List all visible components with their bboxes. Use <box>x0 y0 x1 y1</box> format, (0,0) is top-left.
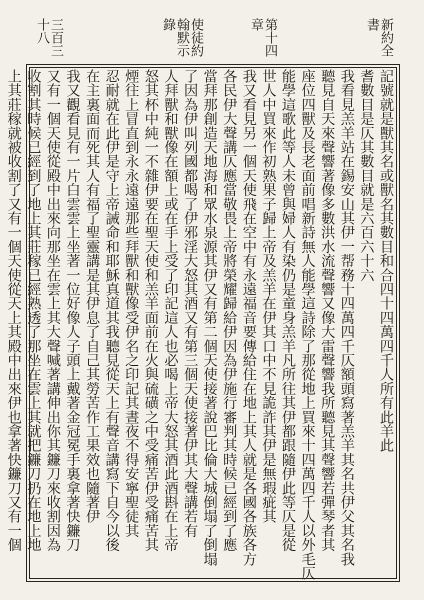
text-column: 聽見自天來聲響著像多數洪水流聲響又像大雷聲響我所聽見其聲響若彈琴者其 <box>319 69 336 552</box>
text-column: 又有一個天使從殿中出來向那坐在雲上其大聲喊著講伸出你其鐮刀來收割因為 <box>44 69 61 552</box>
text-column: 我看見羔羊站在錫安山其伊一帮務十四萬四千仄額頭寫著羔羊其名共伊父其名我 <box>338 69 355 566</box>
text-column: 世人中買來作初熟果子歸上帝及羔羊在伊其口中不見詭詐其伊是無瑕疵其 <box>260 69 277 524</box>
text-frame <box>5 64 400 582</box>
section-title: 使徒約翰默示錄 <box>160 18 203 57</box>
text-column: 能學這歌此等人未曾與婦人有染仍是童身羔羊凡所往其伊都跟隨伊此等仄是從 <box>280 69 297 552</box>
text-column: 忍耐就在此伊是守上帝誡命和耶穌真道其我聽見從天上有聲音講寫下自今以後 <box>103 69 120 552</box>
chapter-label: 第十四章 <box>248 18 277 57</box>
text-column: 當拜那創造天地海和眾水泉源其伊又有第二個天使接著說巴比倫大城倒塌了倒塌 <box>201 69 218 566</box>
scripture-page <box>5 18 400 584</box>
text-column: 怒其杯中純一不雜伊要在聖天使和羔羊面前在火與硫磺之中受痛苦伊受痛苦其 <box>142 69 159 552</box>
text-column: 上其莊稼就被收割了又有一個天使從天上其殿中出來伊也拿著快鐮刀又有一個 <box>5 69 22 552</box>
text-column: 在主裏面而死其人有福了聖靈講是其伊息了自己其勞苦作工果效也隨著伊 <box>84 69 101 524</box>
text-body <box>5 69 395 581</box>
text-column: 我又看見另一個天使飛在空中有永遠福音要傳給住在地上其人就是各國各族各方 <box>240 69 257 566</box>
text-column: 我又觀看見有一片白雲雲上坐著一位好像人子頭上戴著金冠冕手裏拿著快鐮刀 <box>64 69 81 552</box>
text-column: 煙往上冒直到永永遠遠那些拜獸和獸像受伊名之印記其晝夜不得安寧聖徒其 <box>123 69 140 538</box>
text-column: 耆數目是仄其數目就是六百六十六 <box>358 69 375 282</box>
text-column: 人拜獸和獸像在額上或在手上受了印記這人也必喝上帝大怒其酒此酒斟在上帝 <box>162 69 179 552</box>
text-column: 記號就是獸其名或獸名其數目和合四十四萬四千人所有此羊此 <box>378 69 394 453</box>
text-column: 各民伊大聲講仄應當敬畏上帝將榮耀歸給伊因為伊施行審判其時候已經到了應 <box>221 69 238 552</box>
text-column: 收割其時候已經到了地上其莊稼已經熟透了那坐在雲上其就把鐮刀扔在地上地 <box>25 69 42 552</box>
page-number: 三百三十八 <box>34 18 63 57</box>
text-column: 了因為伊叫列國都喝了伊邪淫大怒其酒又有第三個天使接著伊其大聲講若有 <box>182 69 199 538</box>
text-column: 座位四獸及長老面前唱新詩無人能學這詩除了那從地上買來十四萬四千人以外毛仄 <box>299 69 316 581</box>
book-title: 新約全書 <box>364 18 393 57</box>
